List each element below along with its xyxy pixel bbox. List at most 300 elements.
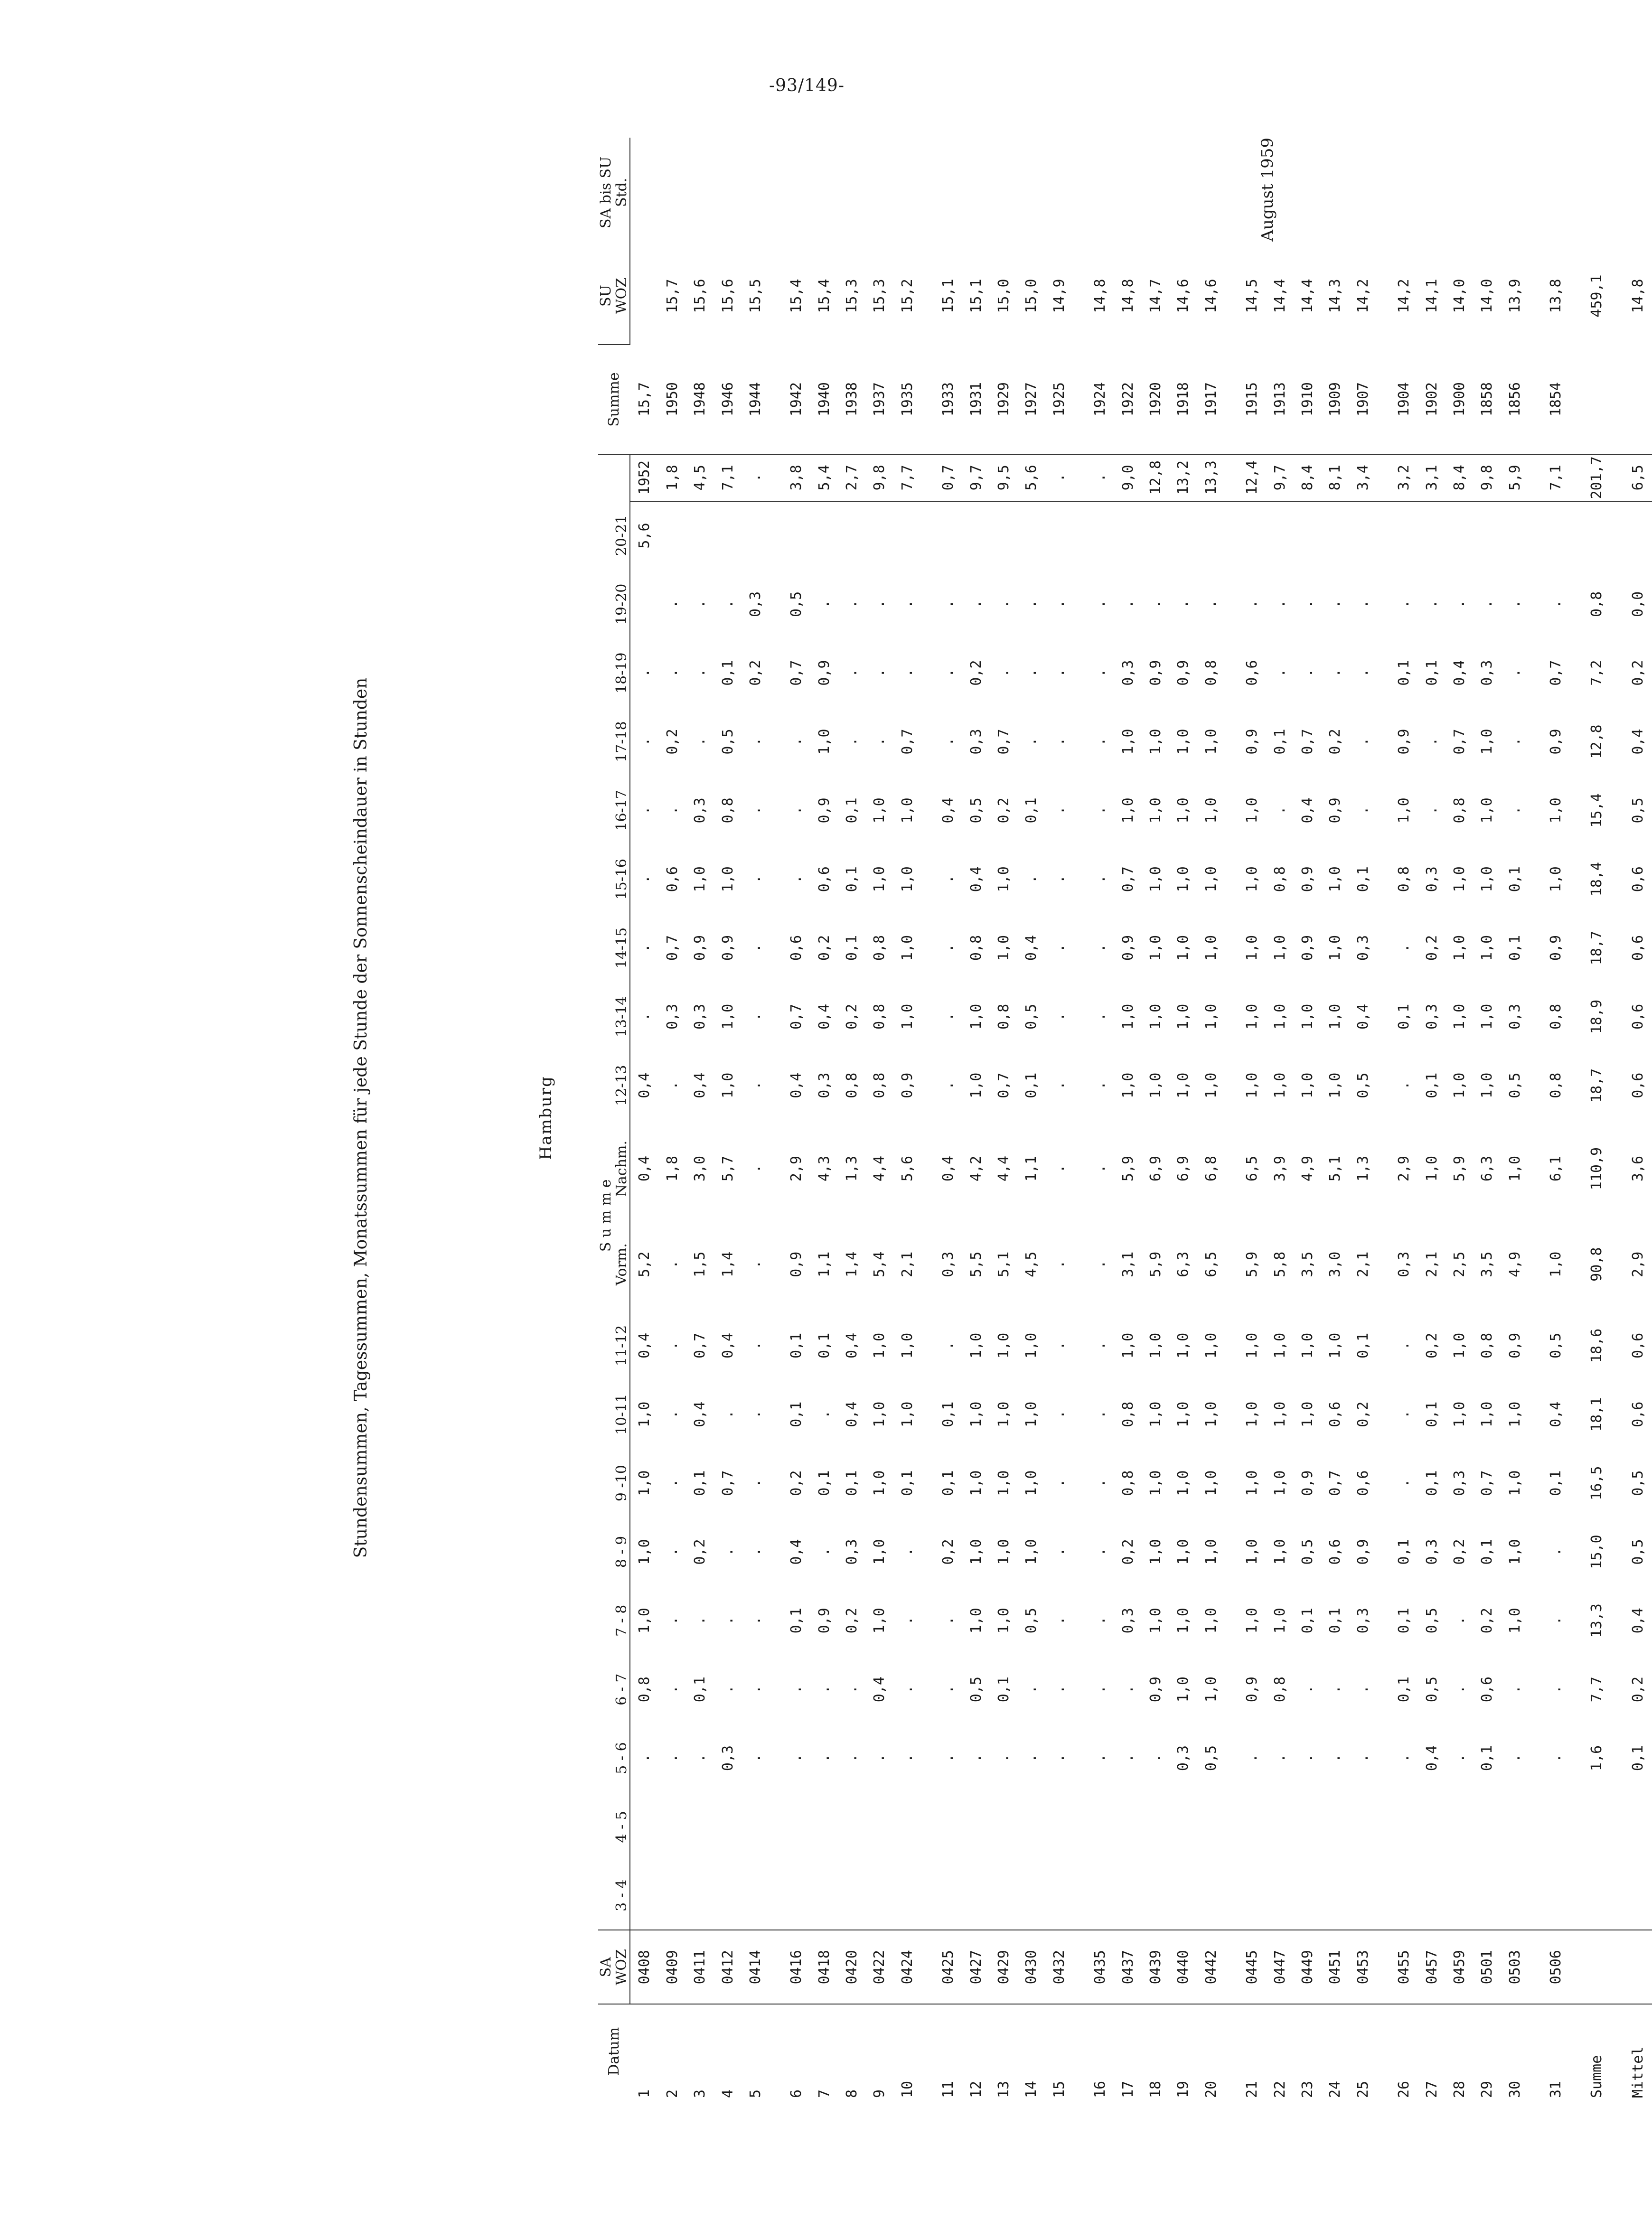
table-cell: 1,0 bbox=[1202, 1608, 1220, 1634]
table-cell: 0,6 bbox=[1354, 1470, 1371, 1496]
table-cell: . bbox=[747, 1685, 764, 1694]
block-gap bbox=[1529, 138, 1542, 2098]
table-cell: 1,0 bbox=[967, 1539, 985, 1565]
table-cell: 0,8 bbox=[1396, 866, 1413, 892]
gap-cell bbox=[1073, 1517, 1087, 1586]
table-cell: . bbox=[995, 599, 1013, 609]
gap-cell bbox=[1073, 1861, 1087, 1930]
table-cell: 1910 bbox=[1294, 345, 1321, 454]
table-cell: . bbox=[1396, 1753, 1413, 1763]
gap-cell bbox=[770, 1792, 783, 1861]
table-cell: . bbox=[636, 1012, 653, 1021]
gap-cell bbox=[1225, 707, 1238, 776]
table-cell: 0,9 bbox=[1548, 729, 1565, 755]
table-cell bbox=[1418, 1792, 1446, 1861]
table-cell: 1,0 bbox=[1119, 729, 1136, 755]
gap-cell bbox=[770, 638, 783, 707]
table-cell: 15,4 bbox=[788, 279, 805, 313]
table-cell: 13,2 bbox=[1170, 454, 1197, 501]
table-cell bbox=[893, 138, 921, 247]
table-cell: 1,0 bbox=[1299, 1332, 1316, 1359]
gap-cell bbox=[1225, 1586, 1238, 1655]
table-cell: 3,1 bbox=[1119, 1251, 1136, 1277]
gap-cell bbox=[1225, 454, 1238, 501]
table-cell: 0,2 bbox=[1119, 1539, 1136, 1565]
gap-cell bbox=[1529, 1218, 1542, 1311]
table-cell: 90,8 bbox=[1588, 1247, 1605, 1282]
table-cell: . bbox=[816, 1410, 833, 1419]
table-cell: 1920 bbox=[1142, 345, 1169, 454]
table-cell: . bbox=[636, 668, 653, 677]
table-cell: 13,3 bbox=[1588, 1603, 1605, 1638]
table-cell bbox=[714, 138, 742, 247]
table-cell bbox=[810, 138, 838, 247]
table-cell bbox=[962, 501, 990, 570]
table-cell bbox=[1390, 1792, 1417, 1861]
header-hour: 5 - 6 bbox=[614, 1724, 630, 1793]
table-cell: . bbox=[940, 599, 957, 609]
table-cell: 1,0 bbox=[1175, 866, 1192, 892]
gap-cell bbox=[1529, 1120, 1542, 1218]
gap-cell bbox=[1225, 1218, 1238, 1311]
table-cell: 1,0 bbox=[1175, 1608, 1192, 1634]
table-cell: 1,0 bbox=[1327, 1072, 1344, 1098]
gap-cell bbox=[1611, 1311, 1624, 1380]
table-cell bbox=[1294, 1861, 1321, 1930]
gap-cell bbox=[1570, 845, 1583, 914]
table-row bbox=[630, 138, 658, 2098]
table-cell: 0,3 bbox=[1354, 935, 1371, 961]
table-cell: . bbox=[1023, 737, 1040, 746]
table-cell: 1,0 bbox=[871, 866, 888, 892]
table-cell: 0,9 bbox=[1119, 935, 1136, 961]
table-row bbox=[714, 138, 742, 2098]
gap-cell bbox=[1377, 1120, 1390, 1218]
table-cell: 0449 bbox=[1294, 1930, 1321, 2004]
header-duration: SA bis SU bbox=[598, 156, 614, 228]
row-label: 1 bbox=[636, 2089, 653, 2098]
table-cell: . bbox=[1451, 1685, 1468, 1694]
table-cell: . bbox=[692, 1753, 709, 1763]
table-cell: 5,6 bbox=[899, 1155, 916, 1182]
table-cell bbox=[1583, 1792, 1611, 1861]
gap-cell bbox=[1377, 1218, 1390, 1311]
table-cell: 1,0 bbox=[1023, 1332, 1040, 1359]
table-cell: 0,1 bbox=[844, 866, 861, 892]
table-cell: . bbox=[747, 1341, 764, 1350]
gap-cell bbox=[921, 1218, 935, 1311]
table-cell: . bbox=[1023, 1753, 1040, 1763]
table-cell: 1,0 bbox=[1479, 729, 1496, 755]
row-label: 6 bbox=[788, 2089, 805, 2098]
table-cell bbox=[1624, 1930, 1652, 2004]
table-cell: 1,0 bbox=[871, 1332, 888, 1359]
gap-cell bbox=[1073, 1586, 1087, 1655]
gap-cell bbox=[1073, 247, 1087, 345]
table-cell: 1,0 bbox=[1119, 1003, 1136, 1030]
table-cell: 2,9 bbox=[1396, 1155, 1413, 1182]
table-cell: 2,7 bbox=[838, 454, 865, 501]
table-cell: 0,4 bbox=[1548, 1401, 1565, 1427]
table-cell: 0,8 bbox=[871, 935, 888, 961]
gap-cell bbox=[921, 914, 935, 983]
table-cell: . bbox=[788, 1685, 805, 1694]
table-cell: . bbox=[1423, 599, 1440, 609]
table-row bbox=[1018, 138, 1045, 2098]
gap-cell bbox=[1611, 707, 1624, 776]
gap-cell bbox=[1073, 2004, 1087, 2098]
table-cell: 0,2 bbox=[1451, 1539, 1468, 1565]
table-cell: 1,0 bbox=[1451, 1072, 1468, 1098]
gap-cell bbox=[1377, 247, 1390, 345]
table-cell: 1,0 bbox=[1327, 1003, 1344, 1030]
gap-cell bbox=[1611, 1449, 1624, 1517]
table-cell: 18,4 bbox=[1588, 862, 1605, 897]
table-cell: . bbox=[1396, 1479, 1413, 1488]
table-cell: 0,4 bbox=[967, 866, 985, 892]
table-cell: . bbox=[664, 1081, 681, 1090]
table-cell: . bbox=[1244, 599, 1261, 609]
table-cell: 3,5 bbox=[1479, 1251, 1496, 1277]
table-cell bbox=[686, 1792, 713, 1861]
table-cell: 0,1 bbox=[1396, 1677, 1413, 1703]
table-cell: . bbox=[1327, 599, 1344, 609]
table-cell: 1,0 bbox=[995, 1608, 1013, 1634]
gap-cell bbox=[1225, 1517, 1238, 1586]
table-cell: 6,5 bbox=[1202, 1251, 1220, 1277]
table-cell: 1,0 bbox=[1451, 935, 1468, 961]
table-cell: . bbox=[1023, 668, 1040, 677]
table-cell bbox=[630, 247, 658, 345]
gap-cell bbox=[1377, 983, 1390, 1051]
table-cell: 0455 bbox=[1390, 1930, 1417, 2004]
table-cell: . bbox=[636, 737, 653, 746]
table-cell: 3,8 bbox=[783, 454, 810, 501]
row-label: 17 bbox=[1119, 2080, 1136, 2098]
gap-cell bbox=[770, 1861, 783, 1930]
table-cell: 3,1 bbox=[1418, 454, 1446, 501]
table-cell: 1,0 bbox=[1147, 1072, 1164, 1098]
table-cell: 0,5 bbox=[1423, 1608, 1440, 1634]
table-row bbox=[866, 138, 893, 2098]
table-cell: 1,0 bbox=[967, 1003, 985, 1030]
table-cell: . bbox=[1479, 599, 1496, 609]
gap-cell bbox=[1529, 1586, 1542, 1655]
row-label: 3 bbox=[692, 2089, 709, 2098]
gap-cell bbox=[1611, 776, 1624, 845]
table-cell: 0,1 bbox=[844, 935, 861, 961]
table-cell: 0,4 bbox=[788, 1539, 805, 1565]
table-cell: 5,6 bbox=[1018, 454, 1045, 501]
gap-cell bbox=[921, 570, 935, 638]
table-cell: 1,0 bbox=[1548, 866, 1565, 892]
table-cell: 0451 bbox=[1322, 1930, 1349, 2004]
table-cell: 0440 bbox=[1170, 1930, 1197, 2004]
table-cell: 0,5 bbox=[1548, 1332, 1565, 1359]
table-cell: 5,5 bbox=[967, 1251, 985, 1277]
table-cell: 0,6 bbox=[1244, 660, 1261, 686]
table-cell: 0,6 bbox=[1630, 1332, 1647, 1359]
table-cell: 2,9 bbox=[1630, 1251, 1647, 1277]
gap-cell bbox=[1611, 1655, 1624, 1724]
table-cell: 1,0 bbox=[1147, 1401, 1164, 1427]
table-cell bbox=[1266, 501, 1294, 570]
table-cell: . bbox=[664, 1341, 681, 1350]
table-row bbox=[1238, 138, 1266, 2098]
table-cell bbox=[1501, 1792, 1529, 1861]
table-cell: 8,4 bbox=[1294, 454, 1321, 501]
row-label: 30 bbox=[1506, 2080, 1523, 2098]
table-cell: 1950 bbox=[658, 345, 686, 454]
gap-cell bbox=[1570, 345, 1583, 454]
header-hour: 4 - 5 bbox=[614, 1792, 630, 1861]
header-hour: 3 - 4 bbox=[614, 1861, 630, 1930]
table-cell: 0,1 bbox=[1479, 1539, 1496, 1565]
table-cell: 1,0 bbox=[1202, 729, 1220, 755]
table-cell: 1,0 bbox=[1147, 729, 1164, 755]
table-cell: . bbox=[1092, 1479, 1109, 1488]
block-gap bbox=[1225, 138, 1238, 2098]
table-cell bbox=[742, 1792, 769, 1861]
gap-cell bbox=[1570, 1311, 1583, 1380]
table-cell: . bbox=[664, 1616, 681, 1625]
table-cell: 0,6 bbox=[1327, 1539, 1344, 1565]
table-cell: 1,0 bbox=[1396, 797, 1413, 824]
gap-cell bbox=[1377, 1311, 1390, 1380]
table-cell bbox=[1446, 1861, 1473, 1930]
table-cell: 14,8 bbox=[1092, 279, 1109, 313]
gap-cell bbox=[1611, 1792, 1624, 1861]
table-cell: 0,1 bbox=[788, 1332, 805, 1359]
gap-cell bbox=[770, 345, 783, 454]
gap-cell bbox=[1225, 1792, 1238, 1861]
table-cell: 1,0 bbox=[1244, 1608, 1261, 1634]
gap-cell bbox=[921, 1930, 935, 2004]
gap-cell bbox=[1529, 1724, 1542, 1793]
table-cell: 4,2 bbox=[967, 1155, 985, 1182]
table-cell: 0,9 bbox=[1299, 866, 1316, 892]
gap-cell bbox=[1611, 345, 1624, 454]
table-cell: 1,0 bbox=[967, 1608, 985, 1634]
table-cell: 1,0 bbox=[1147, 866, 1164, 892]
table-cell bbox=[990, 138, 1017, 247]
table-cell: 0,4 bbox=[1023, 935, 1040, 961]
gap-cell bbox=[1073, 845, 1087, 914]
table-row bbox=[1197, 138, 1225, 2098]
table-cell: 1,1 bbox=[816, 1251, 833, 1277]
table-cell bbox=[1390, 501, 1417, 570]
table-cell: 0,5 bbox=[1202, 1745, 1220, 1771]
gap-cell bbox=[770, 570, 783, 638]
gap-cell bbox=[921, 1517, 935, 1586]
table-cell: 5,9 bbox=[1119, 1155, 1136, 1182]
table-cell: . bbox=[899, 1616, 916, 1625]
row-label: 4 bbox=[719, 2089, 736, 2098]
table-cell bbox=[1418, 138, 1446, 247]
table-cell: 0,9 bbox=[788, 1251, 805, 1277]
table-cell: . bbox=[1092, 1260, 1109, 1269]
table-cell: 1,0 bbox=[1244, 935, 1261, 961]
header-hours-pm-spacer bbox=[598, 501, 614, 1120]
table-cell: 1,0 bbox=[1202, 1332, 1220, 1359]
table-cell: 0,6 bbox=[788, 935, 805, 961]
table-cell bbox=[810, 1861, 838, 1930]
table-cell: 0,2 bbox=[664, 729, 681, 755]
header-su: SU bbox=[598, 247, 614, 345]
table-cell: 0503 bbox=[1501, 1930, 1529, 2004]
table-cell: . bbox=[1051, 1685, 1068, 1694]
table-cell bbox=[1322, 138, 1349, 247]
table-cell: 15,4 bbox=[816, 279, 833, 313]
table-cell bbox=[742, 138, 769, 247]
table-cell: 9,5 bbox=[990, 454, 1017, 501]
table-cell: 0,2 bbox=[1479, 1608, 1496, 1634]
row-label: 7 bbox=[816, 2089, 833, 2098]
gap-cell bbox=[1529, 2004, 1542, 2098]
row-label: 27 bbox=[1423, 2080, 1440, 2098]
gap-cell bbox=[1225, 345, 1238, 454]
table-cell bbox=[686, 501, 713, 570]
header-hour: 6 - 7 bbox=[614, 1655, 630, 1724]
header-hour: 7 - 8 bbox=[614, 1586, 630, 1655]
table-cell: 0,8 bbox=[1271, 866, 1288, 892]
gap-cell bbox=[921, 1311, 935, 1380]
table-cell: . bbox=[940, 668, 957, 677]
table-cell: . bbox=[1396, 599, 1413, 609]
table-cell: 14,2 bbox=[1354, 279, 1371, 313]
table-cell: . bbox=[664, 1753, 681, 1763]
table-cell: 15,6 bbox=[692, 279, 709, 313]
table-cell: 2,5 bbox=[1451, 1251, 1468, 1277]
table-cell bbox=[1045, 501, 1073, 570]
table-cell: 6,5 bbox=[1244, 1155, 1261, 1182]
table-cell bbox=[1349, 138, 1377, 247]
gap-cell bbox=[1611, 983, 1624, 1051]
gap-cell bbox=[1225, 1449, 1238, 1517]
table-cell: 1,0 bbox=[1423, 1155, 1440, 1182]
table-cell: 0,7 bbox=[995, 729, 1013, 755]
table-cell: 2,1 bbox=[1423, 1251, 1440, 1277]
table-cell: 0,3 bbox=[844, 1539, 861, 1565]
table-cell: 0,4 bbox=[940, 797, 957, 824]
row-label: 22 bbox=[1271, 2080, 1288, 2098]
table-cell: 0,2 bbox=[967, 660, 985, 686]
table-cell: . bbox=[747, 1753, 764, 1763]
gap-cell bbox=[1570, 776, 1583, 845]
table-cell: 7,1 bbox=[1542, 454, 1569, 501]
table-cell: . bbox=[1451, 1616, 1468, 1625]
table-cell: 6,8 bbox=[1202, 1155, 1220, 1182]
table-cell: 4,5 bbox=[1023, 1251, 1040, 1277]
table-cell: 7,2 bbox=[1588, 660, 1605, 686]
row-label: 16 bbox=[1092, 2080, 1109, 2098]
table-cell: . bbox=[1548, 1685, 1565, 1694]
table-cell bbox=[1624, 501, 1652, 570]
table-cell: . bbox=[1092, 1164, 1109, 1173]
table-cell: . bbox=[816, 1753, 833, 1763]
table-cell: 0,2 bbox=[844, 1608, 861, 1634]
table-cell: 0,1 bbox=[1396, 1539, 1413, 1565]
table-cell: 0,3 bbox=[1119, 1608, 1136, 1634]
gap-cell bbox=[1225, 1861, 1238, 1930]
table-cell: . bbox=[871, 737, 888, 746]
table-cell: 0427 bbox=[962, 1930, 990, 2004]
row-label: 13 bbox=[995, 2080, 1013, 2098]
table-cell: 1925 bbox=[1045, 345, 1073, 454]
gap-cell bbox=[770, 454, 783, 501]
table-cell: 1,0 bbox=[1479, 1401, 1496, 1427]
gap-cell bbox=[1529, 1655, 1542, 1724]
table-cell: 1909 bbox=[1322, 345, 1349, 454]
gap-cell bbox=[1377, 1724, 1390, 1793]
table-cell: 14,7 bbox=[1147, 279, 1164, 313]
table-cell: 0,3 bbox=[1423, 1003, 1440, 1030]
gap-cell bbox=[1377, 1655, 1390, 1724]
gap-cell bbox=[1529, 707, 1542, 776]
table-cell: 1,0 bbox=[967, 1072, 985, 1098]
table-cell: 6,5 bbox=[1624, 454, 1652, 501]
row-label: 26 bbox=[1396, 2080, 1413, 2098]
table-cell bbox=[866, 138, 893, 247]
gap-cell bbox=[1377, 1792, 1390, 1861]
table-cell: 1,0 bbox=[1479, 797, 1496, 824]
table-cell: . bbox=[747, 1547, 764, 1556]
table-cell: . bbox=[940, 944, 957, 953]
table-cell bbox=[1349, 501, 1377, 570]
table-cell: 0,4 bbox=[692, 1072, 709, 1098]
table-cell: 0,2 bbox=[1327, 729, 1344, 755]
table-cell bbox=[1349, 1861, 1377, 1930]
table-cell: 4,4 bbox=[995, 1155, 1013, 1182]
gap-cell bbox=[1529, 345, 1542, 454]
table-row bbox=[1446, 138, 1473, 2098]
table-cell: . bbox=[1451, 1753, 1468, 1763]
gap-cell bbox=[770, 1930, 783, 2004]
table-cell bbox=[990, 501, 1017, 570]
gap-cell bbox=[1570, 570, 1583, 638]
table-cell: 0,1 bbox=[1479, 1745, 1496, 1771]
table-cell: 0,1 bbox=[1396, 1608, 1413, 1634]
table-cell bbox=[1238, 138, 1266, 247]
table-cell: 0,9 bbox=[1396, 729, 1413, 755]
table-cell: 14,4 bbox=[1271, 279, 1288, 313]
table-cell: 9,8 bbox=[866, 454, 893, 501]
table-cell: 0,1 bbox=[1423, 660, 1440, 686]
table-cell: . bbox=[940, 1012, 957, 1021]
table-cell: 0,9 bbox=[1244, 1677, 1261, 1703]
gap-cell bbox=[770, 1724, 783, 1793]
table-cell: 0416 bbox=[783, 1930, 810, 2004]
table-cell: 1,0 bbox=[1147, 1332, 1164, 1359]
table-cell: 0,4 bbox=[636, 1155, 653, 1182]
table-cell: 1,0 bbox=[967, 1401, 985, 1427]
table-cell: 1907 bbox=[1349, 345, 1377, 454]
gap-cell bbox=[770, 1120, 783, 1218]
table-cell bbox=[1045, 138, 1073, 247]
gap-cell bbox=[921, 1655, 935, 1724]
table-cell: . bbox=[1092, 1616, 1109, 1625]
header-vorm: Vorm. bbox=[614, 1218, 630, 1311]
table-cell: . bbox=[788, 1753, 805, 1763]
table-cell: 0,4 bbox=[788, 1072, 805, 1098]
table-cell: 1,0 bbox=[1147, 1608, 1164, 1634]
gap-cell bbox=[1529, 1792, 1542, 1861]
table-cell bbox=[1446, 138, 1473, 247]
table-cell bbox=[1087, 1792, 1114, 1861]
row-label: 14 bbox=[1023, 2080, 1040, 2098]
table-cell: 18,7 bbox=[1588, 930, 1605, 965]
table-cell bbox=[1542, 1792, 1569, 1861]
